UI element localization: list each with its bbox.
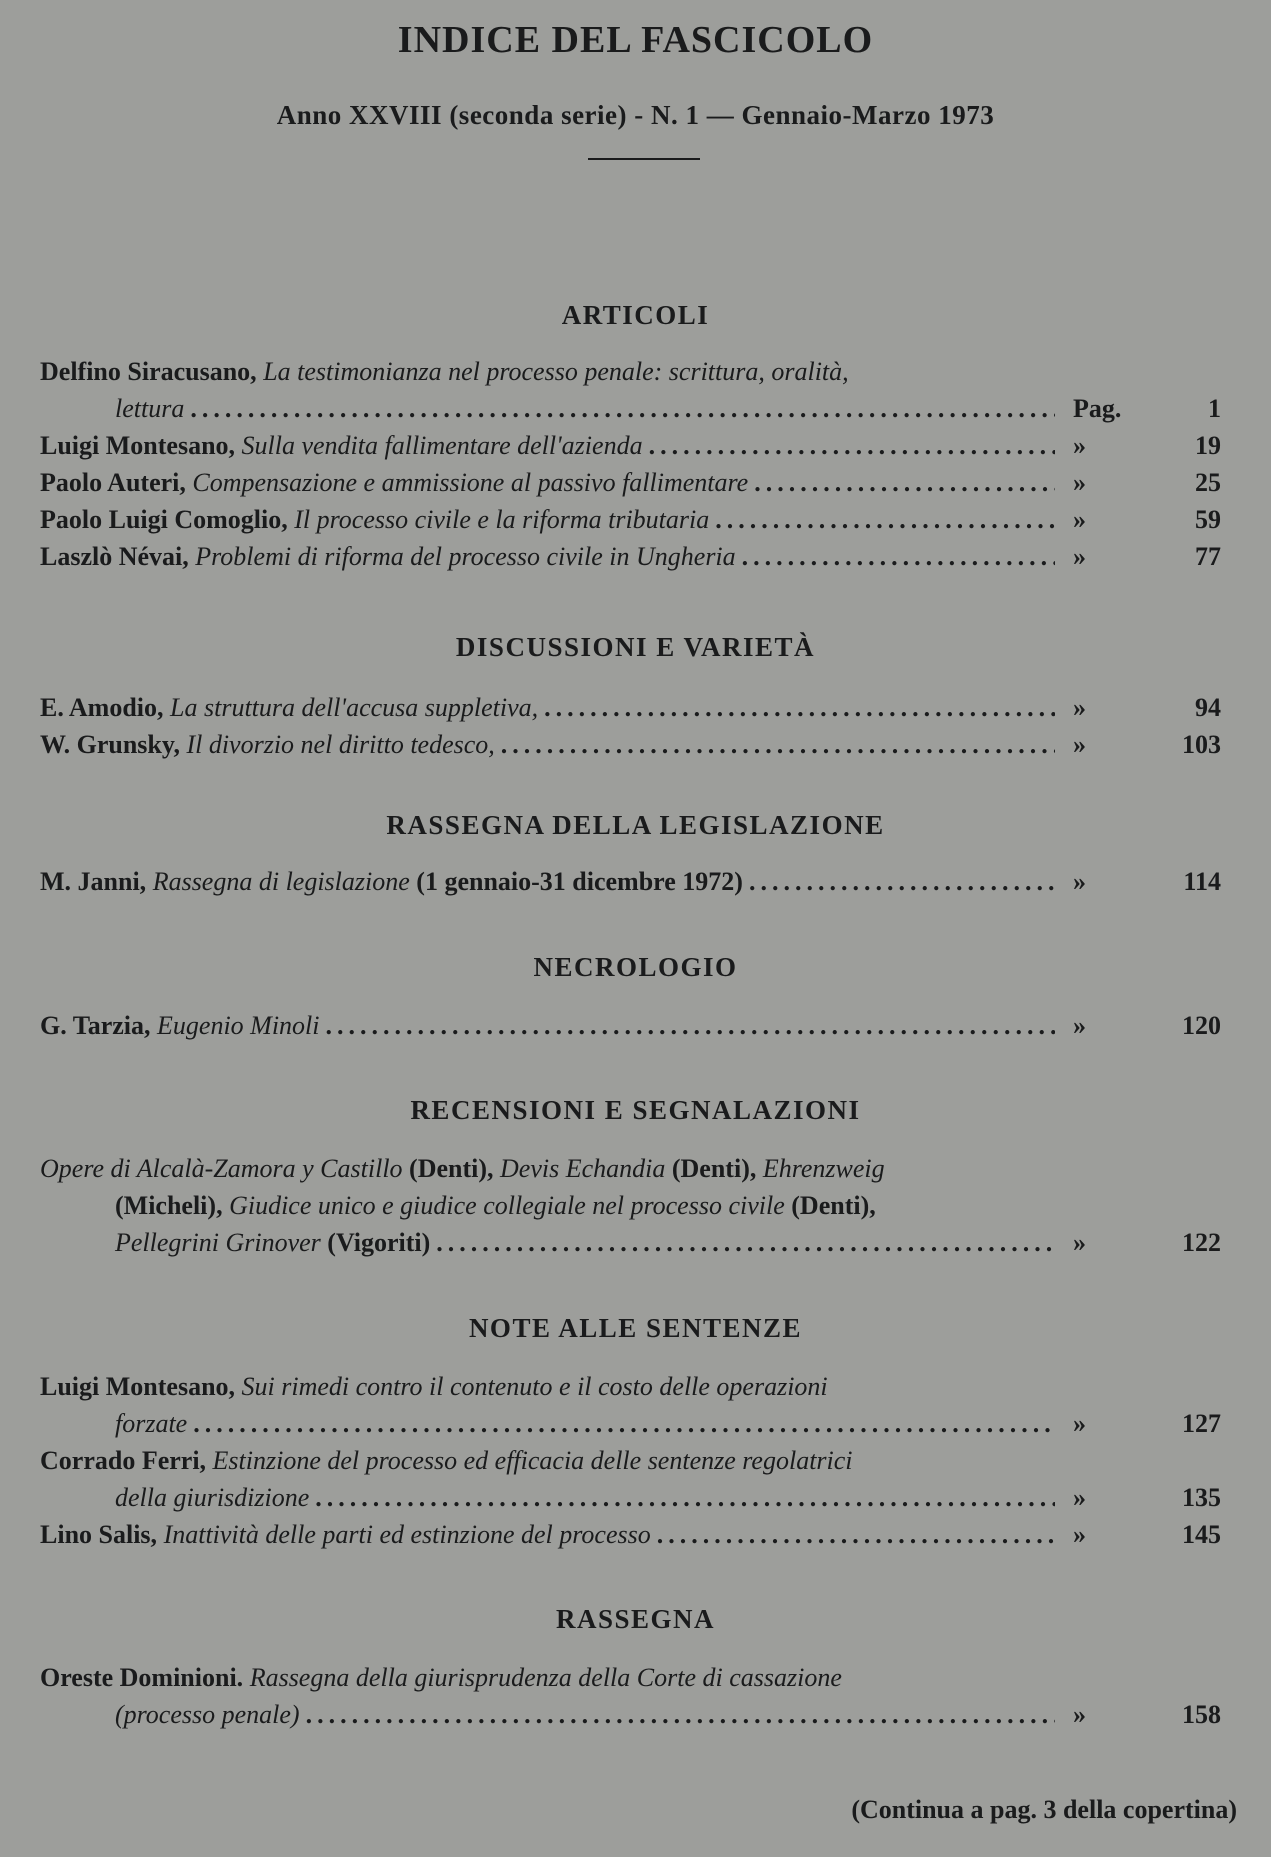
entry-author: Corrado Ferri, <box>40 1446 207 1475</box>
section-discussioni <box>0 632 1271 763</box>
leader-dots <box>190 390 1055 427</box>
ditto-mark: » <box>1073 867 1086 896</box>
entry-title: La testimonianza nel processo penale: scrittura, oralità, <box>263 357 849 386</box>
entry-title: Il processo civile e la riforma tributaria <box>294 505 710 534</box>
entry-title: La struttura dell'accusa suppletiva, <box>170 693 539 722</box>
divider-rule <box>588 158 700 160</box>
entry-title: Sui rimedi contro il contenuto e il costo delle operazioni <box>241 1372 828 1401</box>
entry-author: Lino Salis, <box>40 1520 158 1549</box>
leader-dots <box>749 863 1055 900</box>
work-title: Opere di Alcalà-Zamora y Castillo <box>40 1154 403 1183</box>
ditto-mark: » <box>1073 1483 1086 1512</box>
work-title: Ehrenzweig <box>762 1154 885 1183</box>
ditto-mark: » <box>1073 505 1086 534</box>
entry-author: Paolo Luigi Comoglio, <box>40 505 288 534</box>
section-legislazione <box>0 810 1271 900</box>
toc-entry <box>0 1007 1271 1044</box>
toc-entry <box>0 538 1271 575</box>
page-number: 25 <box>1195 468 1221 497</box>
section-title: NOTE ALLE SENTENZE <box>468 1313 803 1343</box>
page-number: 77 <box>1195 542 1221 571</box>
leader-dots <box>326 1007 1056 1044</box>
toc-entry <box>0 726 1271 763</box>
toc-entry <box>0 1659 1271 1733</box>
entry-title: Rassegna di legislazione <box>152 867 410 896</box>
section-rassegna <box>0 1604 1271 1733</box>
leader-dots <box>315 1479 1055 1516</box>
page-number: 114 <box>1183 867 1221 896</box>
entry-author: G. Tarzia, <box>40 1011 151 1040</box>
work-title: Pellegrini Grinover <box>115 1228 321 1257</box>
entry-title: Sulla vendita fallimentare dell'azienda <box>241 431 643 460</box>
section-title: NECROLOGIO <box>533 952 738 982</box>
entry-title: Rassegna della giurisprudenza della Corte di cassazione <box>249 1663 842 1692</box>
work-title: Giudice unico e giudice collegiale nel processo civile <box>229 1191 785 1220</box>
entry-author: Luigi Montesano, <box>40 1372 236 1401</box>
entry-title: Inattività delle parti ed estinzione del processo <box>163 1520 651 1549</box>
toc-entry <box>0 1516 1271 1553</box>
leader-dots <box>544 689 1055 726</box>
page-number: 1 <box>1208 394 1221 423</box>
reviewer: (Vigoriti) <box>327 1228 431 1257</box>
reviewer: (Denti), <box>409 1154 494 1183</box>
page-title: INDICE DEL FASCICOLO <box>397 19 874 61</box>
entry-author: Laszlò Névai, <box>40 542 189 571</box>
leader-dots <box>306 1696 1055 1733</box>
section-title: RECENSIONI E SEGNALAZIONI <box>410 1095 861 1125</box>
section-title: DISCUSSIONI E VARIETÀ <box>455 632 816 662</box>
entry-author: Delfino Siracusano, <box>40 357 257 386</box>
entry-author: W. Grunsky, <box>40 730 180 759</box>
page-number: 19 <box>1195 431 1221 460</box>
continuation-note: (Continua a pag. 3 della copertina) <box>851 1795 1237 1824</box>
page-number: 94 <box>1195 693 1221 722</box>
entry-title: Compensazione e ammissione al passivo fallimentare <box>192 468 749 497</box>
entry-title-cont: (processo penale) <box>115 1700 300 1729</box>
ditto-mark: » <box>1073 542 1086 571</box>
entry-title-cont: forzate <box>115 1409 188 1438</box>
leader-dots <box>193 1405 1055 1442</box>
section-title: ARTICOLI <box>561 300 710 330</box>
leader-dots <box>754 464 1055 501</box>
section-title: RASSEGNA DELLA LEGISLAZIONE <box>386 810 885 840</box>
entry-title: Eugenio Minoli <box>157 1011 320 1040</box>
toc-entry <box>0 1442 1271 1516</box>
reviewer: (Denti), <box>671 1154 757 1183</box>
section-necrologio <box>0 952 1271 1044</box>
page-number: 135 <box>1182 1483 1221 1512</box>
page-number: 158 <box>1182 1700 1221 1729</box>
ditto-mark: » <box>1073 1520 1086 1549</box>
entry-author: M. Janni, <box>40 867 147 896</box>
entry-title-cont: della giurisdizione <box>115 1483 310 1512</box>
toc-entry <box>0 353 1271 427</box>
leader-dots <box>657 1516 1055 1553</box>
leader-dots <box>436 1224 1055 1261</box>
reviewer: (Micheli), <box>115 1191 223 1220</box>
entry-author: Oreste Dominioni. <box>40 1663 244 1692</box>
leader-dots <box>649 427 1055 464</box>
page-number: 122 <box>1182 1228 1221 1257</box>
reviewer: (Denti), <box>791 1191 876 1220</box>
section-title: RASSEGNA <box>555 1604 716 1634</box>
page-number: 127 <box>1182 1409 1221 1438</box>
toc-entry <box>0 501 1271 538</box>
entry-title: Problemi di riforma del processo civile in Ungheria <box>195 542 736 571</box>
entry-extra: (1 gennaio-31 dicembre 1972) <box>416 867 743 896</box>
page-number: 103 <box>1182 730 1221 759</box>
ditto-mark: » <box>1073 1011 1086 1040</box>
ditto-mark: » <box>1073 693 1086 722</box>
ditto-mark: » <box>1073 730 1086 759</box>
section-recensioni <box>0 1095 1271 1261</box>
toc-entry <box>0 863 1271 900</box>
entry-author: Paolo Auteri, <box>40 468 186 497</box>
leader-dots <box>501 726 1055 763</box>
leader-dots <box>715 501 1055 538</box>
page-number: 145 <box>1182 1520 1221 1549</box>
section-articoli <box>0 300 1271 575</box>
entry-title: Il divorzio nel diritto tedesco, <box>186 730 495 759</box>
entry-title-cont: lettura <box>115 394 185 423</box>
page-number: 59 <box>1195 505 1221 534</box>
entry-title: Estinzione del processo ed efficacia delle sentenze regolatrici <box>212 1446 853 1475</box>
work-title: Devis Echandia <box>500 1154 666 1183</box>
toc-entry <box>0 689 1271 726</box>
toc-entry <box>0 464 1271 501</box>
leader-dots <box>742 538 1055 575</box>
ditto-mark: » <box>1073 431 1086 460</box>
entry-author: Luigi Montesano, <box>40 431 236 460</box>
page-number: 120 <box>1182 1011 1221 1040</box>
section-note <box>0 1313 1271 1553</box>
ditto-mark: » <box>1073 1228 1086 1257</box>
issue-subtitle: Anno XXVIII (seconda serie) - N. 1 — Gennaio-Marzo 1973 <box>276 100 995 130</box>
toc-entry <box>0 427 1271 464</box>
toc-entry <box>0 1368 1271 1442</box>
toc-entry <box>0 1150 1271 1261</box>
entry-author: E. Amodio, <box>40 693 164 722</box>
ditto-mark: » <box>1073 1409 1086 1438</box>
ditto-mark: » <box>1073 468 1086 497</box>
page-label: Pag. <box>1073 394 1122 423</box>
ditto-mark: » <box>1073 1700 1086 1729</box>
